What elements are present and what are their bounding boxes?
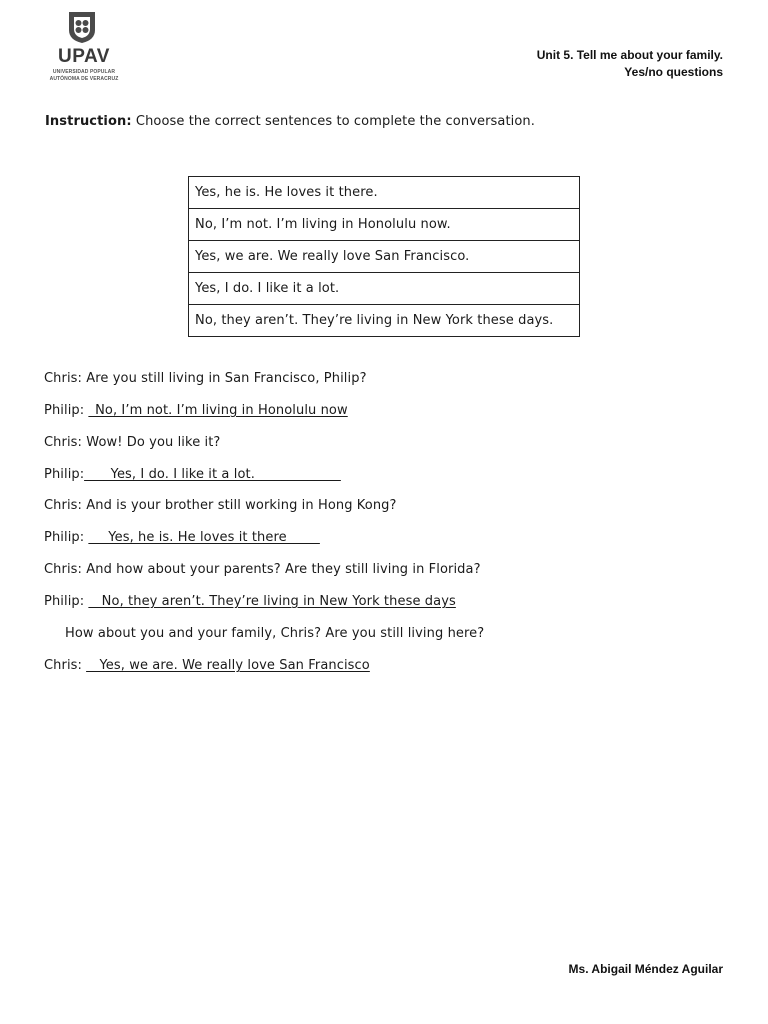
upav-logo (46, 8, 122, 84)
option-cell: No, they aren’t. They’re living in New York these days. (189, 305, 580, 337)
table-row (189, 241, 580, 273)
table-row (189, 305, 580, 337)
speaker-label: Chris: (44, 562, 83, 577)
answer-text: _No, I’m not. I’m living in Honolulu now (88, 403, 348, 418)
instruction-label: Instruction: (45, 114, 132, 129)
logo-subtitle: AUTÓNOMA DE VERACRUZ (49, 76, 119, 82)
speaker-label: Chris: (44, 658, 83, 673)
conversation-line (65, 626, 484, 641)
conversation-line (44, 371, 367, 386)
conversation-line (44, 435, 220, 450)
table-row (189, 273, 580, 305)
unit-header (537, 47, 723, 81)
unit-title: Unit 5. Tell me about your family. (536, 48, 723, 62)
line-text: And how about your parents? Are they still living in Florida? (82, 562, 481, 577)
table-row (189, 177, 580, 209)
speaker-label: Philip: (44, 594, 85, 609)
conversation-line (44, 562, 481, 577)
option-cell: Yes, we are. We really love San Francisco. (189, 241, 580, 273)
option-cell: No, I’m not. I’m living in Honolulu now. (189, 209, 580, 241)
conversation-line (44, 530, 320, 545)
instruction-text: Choose the correct sentences to complete the conversation. (131, 114, 535, 129)
line-text: Wow! Do you like it? (82, 435, 221, 450)
logo-subtitle: UNIVERSIDAD POPULAR (52, 69, 116, 75)
conversation-line (44, 403, 348, 418)
speaker-label: Philip: (44, 403, 85, 418)
option-cell: Yes, I do. I like it a lot. (189, 273, 580, 305)
conversation-line (44, 594, 456, 609)
line-text: Are you still living in San Francisco, Philip? (82, 371, 367, 386)
conversation-line (44, 467, 341, 482)
speaker-label: Chris: (44, 498, 83, 513)
answer-text: __Yes, we are. We really love San Francisco (86, 658, 370, 673)
line-text: How about you and your family, Chris? Are you still living here? (65, 626, 485, 641)
table-row (189, 209, 580, 241)
conversation-line (44, 498, 397, 513)
instruction (45, 114, 535, 129)
shield-icon (66, 10, 98, 44)
speaker-label: Chris: (44, 435, 83, 450)
teacher-name: Ms. Abigail Méndez Aguilar (568, 962, 723, 976)
conversation-line (44, 658, 370, 673)
unit-subtitle: Yes/no questions (624, 65, 723, 79)
options-table (188, 176, 580, 337)
answer-text: __No, they aren’t. They’re living in New York these days (88, 594, 456, 609)
speaker-label: Philip: (44, 467, 85, 482)
speaker-label: Philip: (44, 530, 85, 545)
answer-text: ____Yes, I do. I like it a lot._____________ (84, 467, 341, 482)
answer-text: ___Yes, he is. He loves it there_____ (88, 530, 320, 545)
logo-wordmark: UPAV (58, 46, 110, 67)
line-text: And is your brother still working in Hong Kong? (82, 498, 397, 513)
option-cell: Yes, he is. He loves it there. (189, 177, 580, 209)
speaker-label: Chris: (44, 371, 83, 386)
